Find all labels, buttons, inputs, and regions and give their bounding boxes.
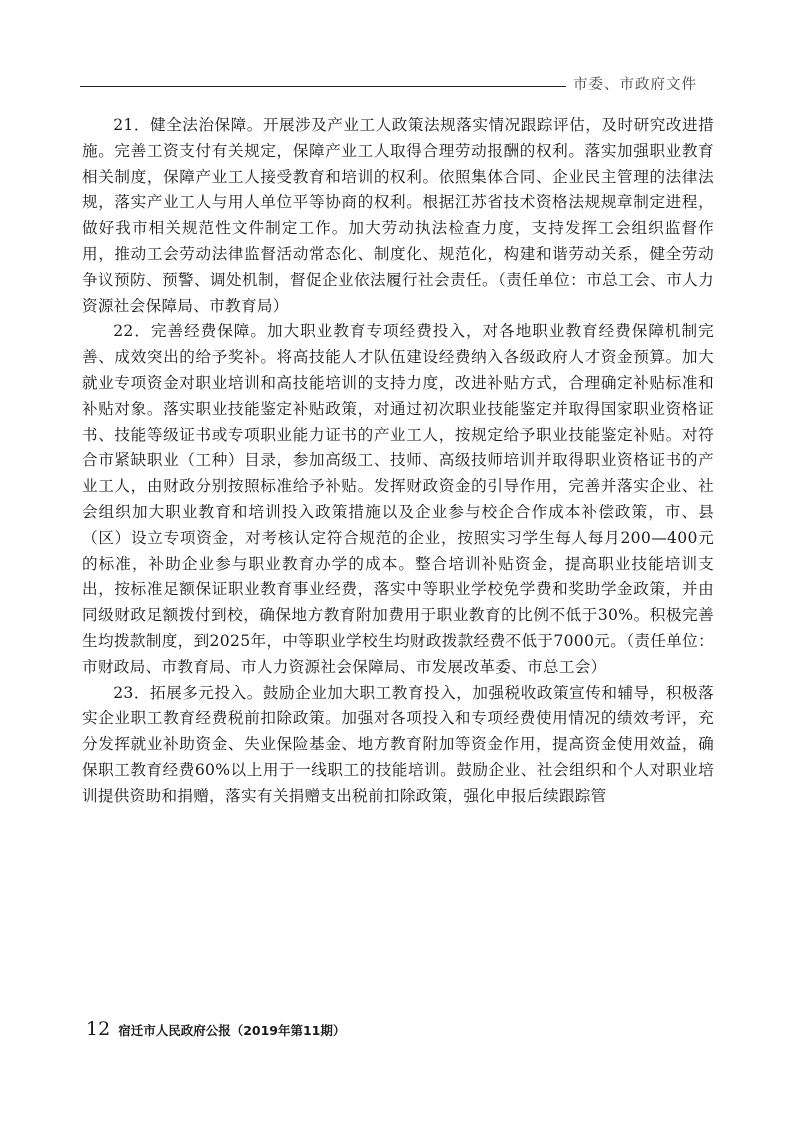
paragraph-22: 22．完善经费保障。加大职业教育专项经费投入，对各地职业教育经费保障机制完善、成效突出的给予奖补。将高技能人才队伍建设经费纳入各级政府人才资金预算。加大就业专项资金对职业培训和高技能培训的支持力度，改进补贴方式，合理确定补贴标准和补贴对象。落实职业技能鉴定补贴政策，对通过初次职业技能鉴定并取得国家职业资格证书、技能等级证书或专项职业能力证书的产业工人，按规定给予职业技能鉴定补贴。对符合市紧缺职业（工种）目录，参加高级工、技师、高级技师培训并取得职业资格证书的产业工人，由财政分别按照标准给予补贴。发挥财政资金的引导作用，完善并落实企业、社会组织加大职业教育和培训投入政策措施以及企业参与校企合作成本补偿政策，市、县（区）设立专项资金，对考核认定符合规范的企业，按照实习学生每人每月200—400元的标准，补助企业参与职业教育办学的成本。整合培训补贴资金，提高职业技能培训支出，按标准足额保证职业教育事业经费，落实中等职业学校免学费和奖助学金政策，并由同级财政足额拨付到校，确保地方教育附加费用于职业教育的比例不低于30%。积极完善生均拨款制度，到2025年，中等职业学校生均财政拨款经费不低于7000元。（责任单位：市财政局、市教育局、市人力资源社会保障局、市发展改革委、市总工会） bbox=[82, 322, 714, 676]
section-title: 市委、市政府文件 bbox=[573, 77, 697, 93]
page-number: 12 bbox=[86, 1018, 111, 1040]
paragraph-23: 23．拓展多元投入。鼓励企业加大职工教育投入，加强税收政策宣传和辅导，积极落实企业职工教育经费税前扣除政策。加强对各项投入和专项经费使用情况的绩效考评，充分发挥就业补助资金、失业保险基金、地方教育附加等资金作用，提高资金使用效益，确保职工教育经费60%以上用于一线职工的技能培训。鼓励企业、社会组织和个人对职业培训提供资助和捐赠，落实有关捐赠支出税前扣除政策，强化申报后续跟踪管 bbox=[82, 683, 714, 805]
paragraph-21: 21．健全法治保障。开展涉及产业工人政策法规落实情况跟踪评估，及时研究改进措施。完善工资支付有关规定，保障产业工人取得合理劳动报酬的权利。落实加强职业教育相关制度，保障产业工人接受教育和培训的权利。依照集体合同、企业民主管理的法律法规，落实产业工人与用人单位平等协商的权利。根据江苏省技术资格法规规章制定进程，做好我市相关规范性文件制定工作。加大劳动执法检查力度，支持发挥工会组织监督作用，推动工会劳动法律监督活动常态化、制度化、规范化，构建和谐劳动关系，健全劳动争议预防、预警、调处机制，督促企业依法履行社会责任。（责任单位：市总工会、市人力资源社会保障局、市教育局） bbox=[82, 116, 714, 315]
page-footer bbox=[86, 1018, 345, 1040]
publication-title: 宿迁市人民政府公报（2019年第11期） bbox=[118, 1023, 346, 1038]
header-rule bbox=[80, 86, 566, 87]
document-body bbox=[82, 113, 714, 810]
